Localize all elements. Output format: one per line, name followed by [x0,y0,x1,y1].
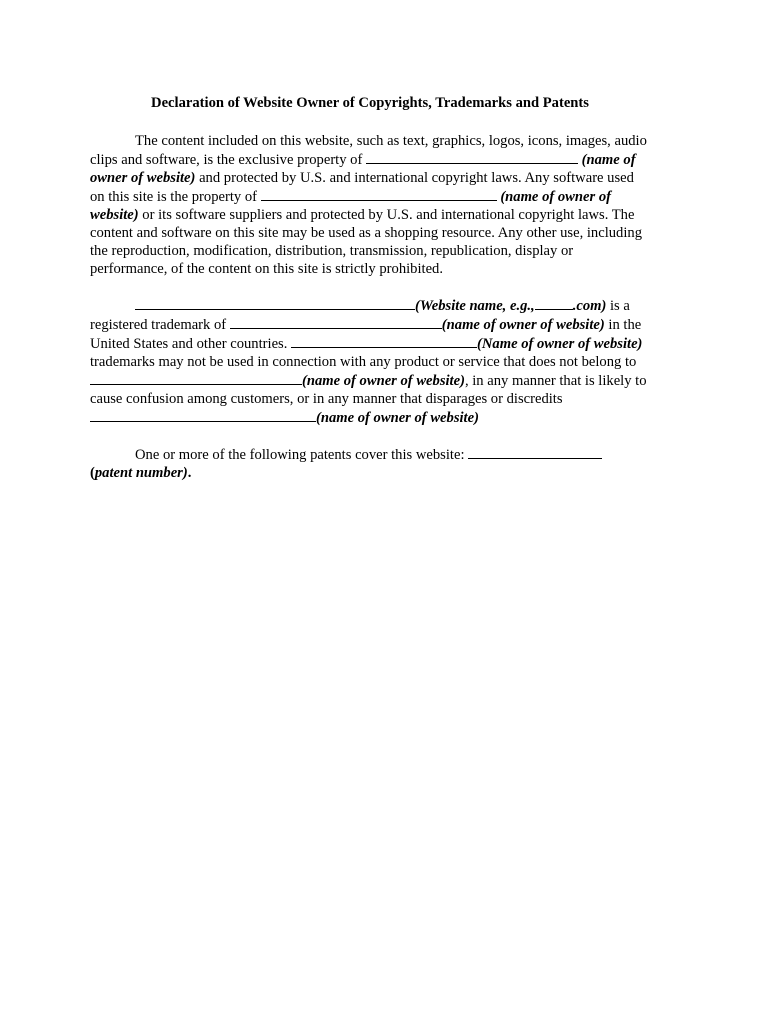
website-name-blank[interactable] [135,296,415,310]
copyright-text-3: or its software suppliers and protected by U.S. and international copyright laws. The content and software on this site may be used as a shopping resource. Any other use, including the reproduction, modification, distribution, transmission, republication, display or performance, of the content on this site is strictly prohibited. [90,207,643,277]
owner-blank-1[interactable] [366,150,578,164]
owner-blank-4[interactable] [291,334,477,348]
owner-blank-5[interactable] [90,371,302,385]
trademark-text-1: is a registered trademark of [90,298,630,333]
patent-text: One or more of the following patents cover this website: [135,447,465,463]
owner-placeholder-2: (name of owner of website) [90,189,611,223]
patent-open: ( [90,465,95,481]
patent-end: . [187,465,192,481]
owner-placeholder-5: (name of owner of website) [302,373,465,389]
copyright-text-2: and protected by U.S. and international copyright laws. Any software used on this site is the property of [90,170,634,205]
trademark-text-3: trademarks may not be used in connection with any product or service that does not belong to [90,354,637,370]
patent-paragraph [90,445,650,482]
copyright-text-1: The content included on this website, such as text, graphics, logos, icons, images, audio clips and software, is the exclusive property of [90,133,647,168]
website-name-placeholder-b: .com) [572,298,607,314]
document-title: Declaration of Website Owner of Copyrights, Trademarks and Patents [151,95,589,111]
patent-placeholder: patent number) [94,465,188,481]
trademark-text-2: in the United States and other countries. [90,317,642,352]
owner-blank-3[interactable] [230,315,442,329]
owner-placeholder-3: (name of owner of website) [441,317,605,333]
owner-blank-2[interactable] [261,187,497,201]
trademark-paragraph [90,296,650,427]
owner-placeholder-6: (name of owner of website) [316,410,479,426]
website-name-placeholder-a: (Website name, e.g., [415,298,535,314]
owner-placeholder-1: (name of owner of website) [90,152,636,186]
document-page [90,94,650,500]
owner-blank-6[interactable] [90,408,316,422]
domain-blank[interactable] [535,296,573,310]
owner-placeholder-4: (Name of owner of website) [477,336,643,352]
trademark-text-4: , in any manner that is likely to cause confusion among customers, or in any manner that disparages or discredits [90,373,647,407]
copyright-paragraph [90,132,650,278]
patent-blank[interactable] [468,445,602,459]
